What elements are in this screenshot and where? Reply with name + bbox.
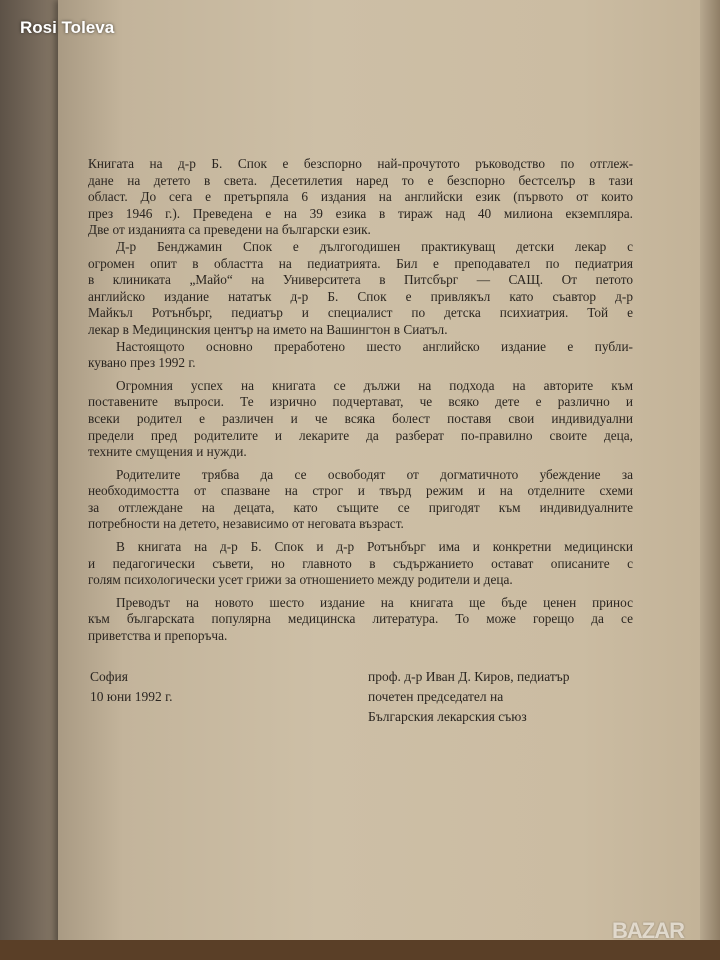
preface-text <box>88 156 633 651</box>
text-line: Настоящото основно преработено шесто английско издание е публи- <box>116 338 633 354</box>
text-line: В книгата на д-р Б. Спок и д-р Ротънбърг има и конкретни медицински <box>116 539 633 555</box>
bazar-logo: BAZAR <box>612 918 684 943</box>
text-line: английско издание нататък д-р Б. Спок е привлякъл като съавтор д-р <box>88 288 633 304</box>
paragraph <box>88 378 633 461</box>
text-line: приветства и препоръча. <box>88 628 228 644</box>
text-line: и педагогически съвети, но главното в съдържанието остават описаните с <box>88 555 633 571</box>
paragraph <box>88 595 633 645</box>
paragraph <box>88 339 633 372</box>
text-line: лекар в Медицинския център на името на Вашингтон в Сиатъл. <box>88 321 448 337</box>
text-line: потребности на детето, независимо от неговата възраст. <box>88 516 404 532</box>
place: София <box>90 669 128 684</box>
text-line: Преводът на новото шесто издание на книгата ще бъде ценен принос <box>116 594 633 610</box>
text-line: Д-р Бенджамин Спок е дългогодишен практикуващ детски лекар с <box>116 238 633 254</box>
text-line: към българската популярна медицинска литература. То може горещо да се <box>88 611 633 627</box>
text-line: необходимостта от спазване на строг и твърд режим и на отделните схеми <box>88 483 633 499</box>
author-title: Българския лекарския съюз <box>368 709 527 724</box>
watermark: Rosi Toleva <box>20 18 115 37</box>
text-line: Майкъл Ротънбърг, педиатър и специалист по детска психиатрия. Той е <box>88 305 633 321</box>
text-line: Книгата на д-р Б. Спок е безспорно най-прочутото ръководство по отглеж- <box>88 156 633 171</box>
paragraph <box>88 539 633 589</box>
text-line: Родителите трябва да се освободят от догматичното убеждение за <box>116 466 633 482</box>
text-line: всеки родител е различен и че всяка болест поставя свои индивидуални <box>88 410 633 426</box>
text-line: огромен опит в областта на педиатрията. Бил е преподавател по педиатрия <box>88 255 633 271</box>
signature-author <box>368 667 569 727</box>
paragraph <box>88 239 633 339</box>
text-line: област. До сега е претърпяла 6 издания на английски език (първото от които <box>88 189 633 205</box>
signature-place-date <box>90 667 173 707</box>
text-line: Огромния успех на книгата се дължи на подхода на авторите към <box>116 377 633 393</box>
text-line: Две от изданията са преведени на български език. <box>88 222 371 238</box>
text-line: голям психологически усет грижи за отношението между родители и деца. <box>88 572 513 588</box>
text-line: техните смущения и нужди. <box>88 444 247 460</box>
page-edge <box>700 0 720 960</box>
text-line: дане на детето в света. Десетилетия наред то е безспорно бестселър в тази <box>88 172 633 188</box>
text-line: в клиниката „Майо“ на Университета в Питсбърг — САЩ. От петото <box>88 272 633 288</box>
author-title: почетен председател на <box>368 689 504 704</box>
text-line: поставените въпроси. Те изрично подчертават, че всяко дете е различно и <box>88 394 633 410</box>
paragraph <box>88 467 633 533</box>
date: 10 юни 1992 г. <box>90 689 173 704</box>
text-line: за отглеждане на децата, като същите се пригодят към индивидуалните <box>88 499 633 515</box>
paragraph <box>88 156 633 239</box>
author-name: проф. д-р Иван Д. Киров, педиатър <box>368 669 570 684</box>
text-line: през 1946 г.). Преведена е на 39 езика в тираж над 40 милиона екземпляра. <box>88 205 633 221</box>
text-line: предели пред родителите и лекарите да разберат по-правилно своите деца, <box>88 427 633 443</box>
text-line: кувано през 1992 г. <box>88 355 196 371</box>
